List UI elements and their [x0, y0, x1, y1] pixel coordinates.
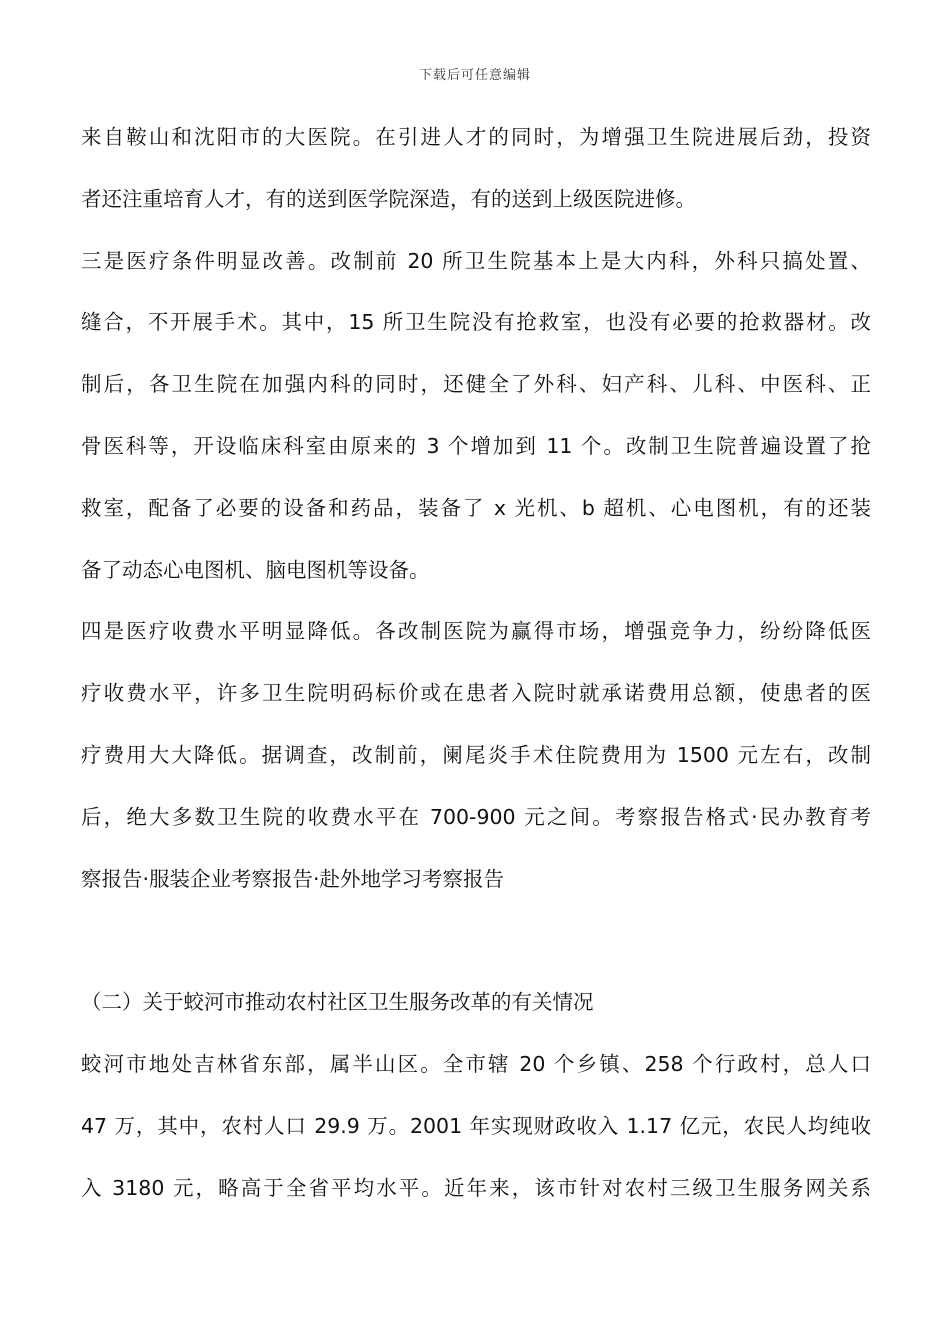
text-line: 疗收费水平，许多卫生院明码标价或在患者入院时就承诺费用总额，使患者的医: [81, 681, 871, 706]
text-line: 入 3180 元，略高于全省平均水平。近年来，该市针对农村三级卫生服务网关系: [81, 1175, 871, 1200]
document-body: [81, 113, 871, 1225]
text-line: 骨医科等，开设临床科室由原来的 3 个增加到 11 个。改制卫生院普遍设置了抢: [81, 433, 871, 458]
page-header: 下载后可任意编辑: [418, 68, 531, 83]
text-line: （二）关于蛟河市推动农村社区卫生服务改革的有关情况: [81, 990, 594, 1015]
text-line: 47 万，其中，农村人口 29.9 万。2001 年实现财政收入 1.17 亿元，农民人均纯收: [81, 1113, 871, 1138]
text-line: 后，绝大多数卫生院的收费水平在 700-900 元之间。考察报告格式·民办教育考: [81, 804, 871, 829]
text-line: 疗费用大大降低。据调查，改制前，阑尾炎手术住院费用为 1500 元左右，改制: [81, 742, 871, 767]
blank-line: [81, 916, 871, 978]
text-line: 救室，配备了必要的设备和药品，装备了 x 光机、b 超机、心电图机，有的还装: [81, 495, 871, 520]
text-line: 蛟河市地处吉林省东部，属半山区。全市辖 20 个乡镇、258 个行政村，总人口: [81, 1051, 871, 1076]
text-line: 制后，各卫生院在加强内科的同时，还健全了外科、妇产科、儿科、中医科、正: [81, 372, 871, 397]
text-line: 四是医疗收费水平明显降低。各改制医院为赢得市场，增强竞争力，纷纷降低医: [81, 619, 871, 644]
text-line: 三是医疗条件明显改善。改制前 20 所卫生院基本上是大内科，外科只搞处置、: [81, 248, 871, 273]
text-line: 察报告·服装企业考察报告·赴外地学习考察报告: [81, 866, 505, 891]
text-line: 者还注重培育人才，有的送到医学院深造，有的送到上级医院进修。: [81, 186, 696, 211]
text-line: 备了动态心电图机、脑电图机等设备。: [81, 557, 430, 582]
text-line: 缝合，不开展手术。其中，15 所卫生院没有抢救室，也没有必要的抢救器材。改: [81, 310, 871, 335]
text-line: 来自鞍山和沈阳市的大医院。在引进人才的同时，为增强卫生院进展后劲，投资: [81, 125, 871, 149]
